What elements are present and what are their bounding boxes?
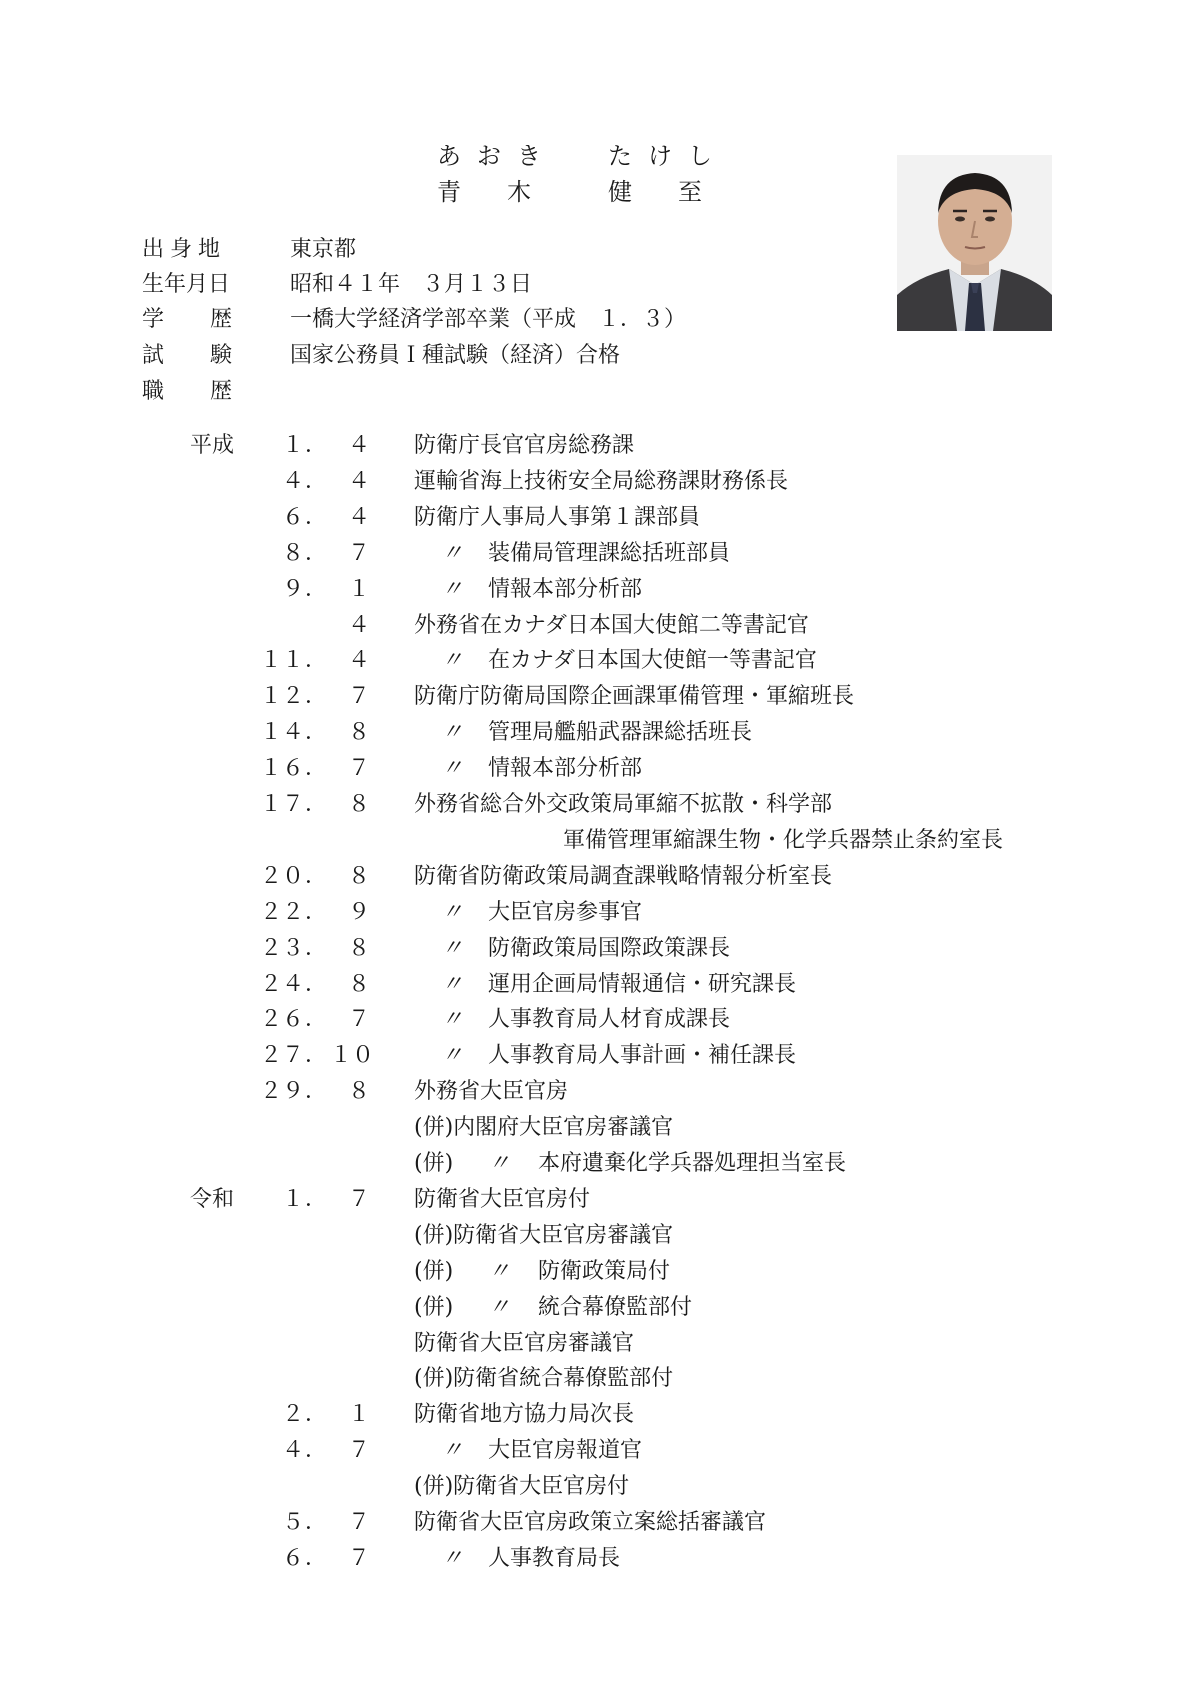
- career-month: １０: [330, 1043, 375, 1069]
- career-row: [0, 643, 1190, 679]
- date-separator: ．: [305, 971, 328, 997]
- career-month: ７: [347, 1510, 370, 1535]
- career-suborg: 人事教育局長: [488, 1545, 621, 1571]
- ditto-mark: 〃: [441, 899, 464, 925]
- ditto-mark: 〃: [441, 971, 464, 997]
- date-separator: ．: [305, 1438, 328, 1464]
- ditto-mark: 〃: [441, 1007, 464, 1033]
- career-continuation: 軍備管理軍縮課生物・化学兵器禁止条約室長: [563, 827, 1004, 853]
- career-org: 防衛省大臣官房審議官: [414, 1330, 635, 1356]
- career-row: [0, 1361, 1190, 1397]
- career-row: [0, 1002, 1190, 1038]
- ditto-mark: 〃: [441, 1438, 464, 1464]
- career-month: １: [347, 576, 370, 602]
- career-year: ２４: [259, 971, 304, 997]
- career-org: (併)内閣府大臣官房審議官: [414, 1115, 674, 1141]
- career-month: ８: [347, 935, 370, 961]
- career-month: ７: [347, 1007, 370, 1033]
- career-month: ８: [347, 1079, 370, 1105]
- date-separator: ．: [305, 648, 328, 674]
- career-org: 外務省総合外交政策局軍縮不拡散・科学部: [414, 792, 833, 817]
- career-month: ７: [347, 1438, 370, 1464]
- career-suborg: 大臣官房参事官: [488, 899, 643, 925]
- ditto-mark: 〃: [441, 540, 464, 566]
- career-row: [0, 1541, 1190, 1577]
- date-separator: ．: [305, 504, 328, 530]
- career-era: 平成: [190, 433, 235, 458]
- career-suborg: 本府遺棄化学兵器処理担当室長: [538, 1151, 847, 1176]
- career-month: ４: [347, 612, 370, 638]
- exam-value: 国家公務員Ｉ種試験（経済）合格: [290, 343, 621, 368]
- career-row: [0, 1254, 1190, 1290]
- career-row: [0, 751, 1190, 787]
- career-row: [0, 572, 1190, 608]
- career-suborg: 情報本部分析部: [488, 576, 643, 602]
- career-month: ４: [347, 468, 370, 494]
- career-row: [0, 1469, 1190, 1505]
- career-row: [0, 536, 1190, 572]
- career-org: (併)防衛省大臣官房付: [414, 1474, 630, 1500]
- career-suborg: 在カナダ日本国大使館一等書記官: [488, 648, 817, 674]
- ditto-mark: 〃: [441, 720, 464, 746]
- career-year: ４: [281, 1438, 304, 1464]
- career-suborg: 人事教育局人事計画・補任課長: [488, 1043, 797, 1069]
- career-suborg: 人事教育局人材育成課長: [488, 1007, 731, 1033]
- ditto-mark: 〃: [441, 756, 464, 782]
- date-separator: ．: [305, 576, 328, 602]
- date-separator: ．: [305, 1402, 328, 1428]
- portrait-photo: [897, 155, 1052, 331]
- date-separator: ．: [305, 1186, 328, 1212]
- career-year: ２７: [259, 1043, 304, 1069]
- portrait-illustration: [897, 155, 1052, 331]
- date-separator: ．: [305, 684, 328, 710]
- date-separator: ．: [305, 1545, 328, 1571]
- career-month: ９: [347, 899, 370, 925]
- career-year: １７: [259, 792, 304, 817]
- career-row: [0, 1182, 1190, 1218]
- career-year: ２２: [259, 899, 304, 925]
- date-separator: ．: [305, 1007, 328, 1033]
- career-row: [0, 1038, 1190, 1074]
- career-year: １１: [259, 648, 304, 674]
- kana-surname: あおき: [437, 142, 557, 170]
- career-year: ８: [281, 540, 304, 566]
- career-month: １: [347, 1402, 370, 1428]
- career-org: (併)防衛省大臣官房審議官: [414, 1222, 674, 1248]
- career-month: ８: [347, 971, 370, 997]
- career-year: １６: [259, 756, 304, 782]
- education-value: 一橋大学経済学部卒業（平成 １．３）: [290, 307, 687, 332]
- date-separator: ．: [305, 1510, 328, 1535]
- birthdate-label: 生年月日: [142, 272, 231, 297]
- career-org: 防衛省防衛政策局調査課戦略情報分析室長: [414, 863, 833, 889]
- date-separator: ．: [305, 863, 328, 889]
- career-year: １２: [259, 684, 304, 710]
- career-year: ６: [281, 1545, 304, 1571]
- career-era: 令和: [190, 1186, 235, 1212]
- ditto-mark: 〃: [441, 1545, 464, 1571]
- ditto-mark: 〃: [488, 1258, 511, 1284]
- date-separator: ．: [305, 899, 328, 925]
- date-separator: ．: [305, 720, 328, 746]
- date-separator: ．: [305, 433, 328, 458]
- career-org: 外務省在カナダ日本国大使館二等書記官: [414, 612, 809, 638]
- career-row: [0, 1146, 1190, 1182]
- career-year: ９: [281, 576, 304, 602]
- career-org: 防衛省大臣官房政策立案総括審議官: [414, 1510, 767, 1535]
- career-org: 防衛庁防衛局国際企画課軍備管理・軍縮班長: [414, 684, 855, 710]
- career-org: 外務省大臣官房: [414, 1079, 569, 1105]
- career-org: (併)防衛省統合幕僚監部付: [414, 1366, 674, 1392]
- career-suborg: 管理局艦船武器課総括班長: [488, 720, 753, 746]
- career-month: ７: [347, 540, 370, 566]
- ditto-mark: 〃: [488, 1294, 511, 1320]
- career-row: [0, 500, 1190, 536]
- career-month: ４: [347, 433, 370, 458]
- birthdate-value: 昭和４１年 ３月１３日: [290, 272, 533, 297]
- career-row: [0, 1074, 1190, 1110]
- career-row: [0, 1505, 1190, 1541]
- career-year: ２６: [259, 1007, 304, 1033]
- career-row: [0, 679, 1190, 715]
- career-month: ４: [347, 504, 370, 530]
- career-row: [0, 428, 1190, 464]
- date-separator: ．: [305, 792, 328, 817]
- concurrent-mark: (併): [414, 1258, 454, 1284]
- education-label: 学 歴: [142, 307, 245, 332]
- date-separator: ．: [305, 935, 328, 961]
- career-org: 防衛省大臣官房付: [414, 1186, 591, 1212]
- ditto-mark: 〃: [441, 648, 464, 674]
- career-org: 防衛庁人事局人事第１課部員: [414, 504, 701, 530]
- date-separator: ．: [305, 1079, 328, 1105]
- ditto-mark: 〃: [441, 576, 464, 602]
- career-year: ４: [281, 468, 304, 494]
- career-suborg: 運用企画局情報通信・研究課長: [488, 971, 797, 997]
- career-suborg: 防衛政策局国際政策課長: [488, 935, 731, 961]
- career-year: ５: [281, 1510, 304, 1535]
- career-row: [0, 1218, 1190, 1254]
- career-row: [0, 1326, 1190, 1362]
- date-separator: ．: [305, 540, 328, 566]
- career-row: [0, 787, 1190, 823]
- career-month: ７: [347, 684, 370, 710]
- career-month: ７: [347, 756, 370, 782]
- career-suborg: 情報本部分析部: [488, 756, 643, 782]
- kanji-given: 健至: [608, 178, 748, 206]
- career-row: [0, 823, 1190, 859]
- career-org: 防衛省地方協力局次長: [414, 1402, 635, 1428]
- career-year: ２０: [259, 863, 304, 889]
- career-row: [0, 895, 1190, 931]
- career-row: [0, 859, 1190, 895]
- career-row: [0, 715, 1190, 751]
- career-month: ４: [347, 648, 370, 674]
- career-year: １: [281, 433, 304, 458]
- career-month: ８: [347, 792, 370, 817]
- career-org: 運輸省海上技術安全局総務課財務係長: [414, 468, 789, 494]
- career-row: [0, 931, 1190, 967]
- career-row: [0, 608, 1190, 644]
- career-suborg: 統合幕僚監部付: [538, 1294, 693, 1320]
- kanji-surname: 青木: [437, 178, 577, 206]
- career-suborg: 装備局管理課総括班部員: [488, 540, 731, 566]
- career-year: ２: [281, 1402, 304, 1428]
- ditto-mark: 〃: [488, 1151, 511, 1176]
- career-row: [0, 1290, 1190, 1326]
- career-year: ６: [281, 504, 304, 530]
- career-row: [0, 464, 1190, 500]
- career-month: ８: [347, 863, 370, 889]
- career-suborg: 大臣官房報道官: [488, 1438, 643, 1464]
- concurrent-mark: (併): [414, 1151, 454, 1176]
- kana-given: たけし: [608, 142, 728, 170]
- career-month: ８: [347, 720, 370, 746]
- career-month: ７: [347, 1186, 370, 1212]
- career-year: １: [281, 1186, 304, 1212]
- career-year: １４: [259, 720, 304, 746]
- exam-label: 試 験: [142, 343, 245, 368]
- career-year: ２９: [259, 1079, 304, 1105]
- career-row: [0, 1433, 1190, 1469]
- career-row: [0, 967, 1190, 1003]
- birthplace-label: 出身地: [142, 237, 227, 262]
- career-row: [0, 1110, 1190, 1146]
- career-month: ７: [347, 1545, 370, 1571]
- ditto-mark: 〃: [441, 935, 464, 961]
- career-org: 防衛庁長官官房総務課: [414, 433, 635, 458]
- date-separator: ．: [305, 756, 328, 782]
- birthplace-value: 東京都: [290, 237, 357, 262]
- career-row: [0, 1397, 1190, 1433]
- career-suborg: 防衛政策局付: [538, 1258, 671, 1284]
- ditto-mark: 〃: [441, 1043, 464, 1069]
- concurrent-mark: (併): [414, 1294, 454, 1320]
- date-separator: ．: [305, 1043, 328, 1069]
- career-label: 職 歴: [142, 379, 245, 404]
- career-year: ２３: [259, 935, 304, 961]
- date-separator: ．: [305, 468, 328, 494]
